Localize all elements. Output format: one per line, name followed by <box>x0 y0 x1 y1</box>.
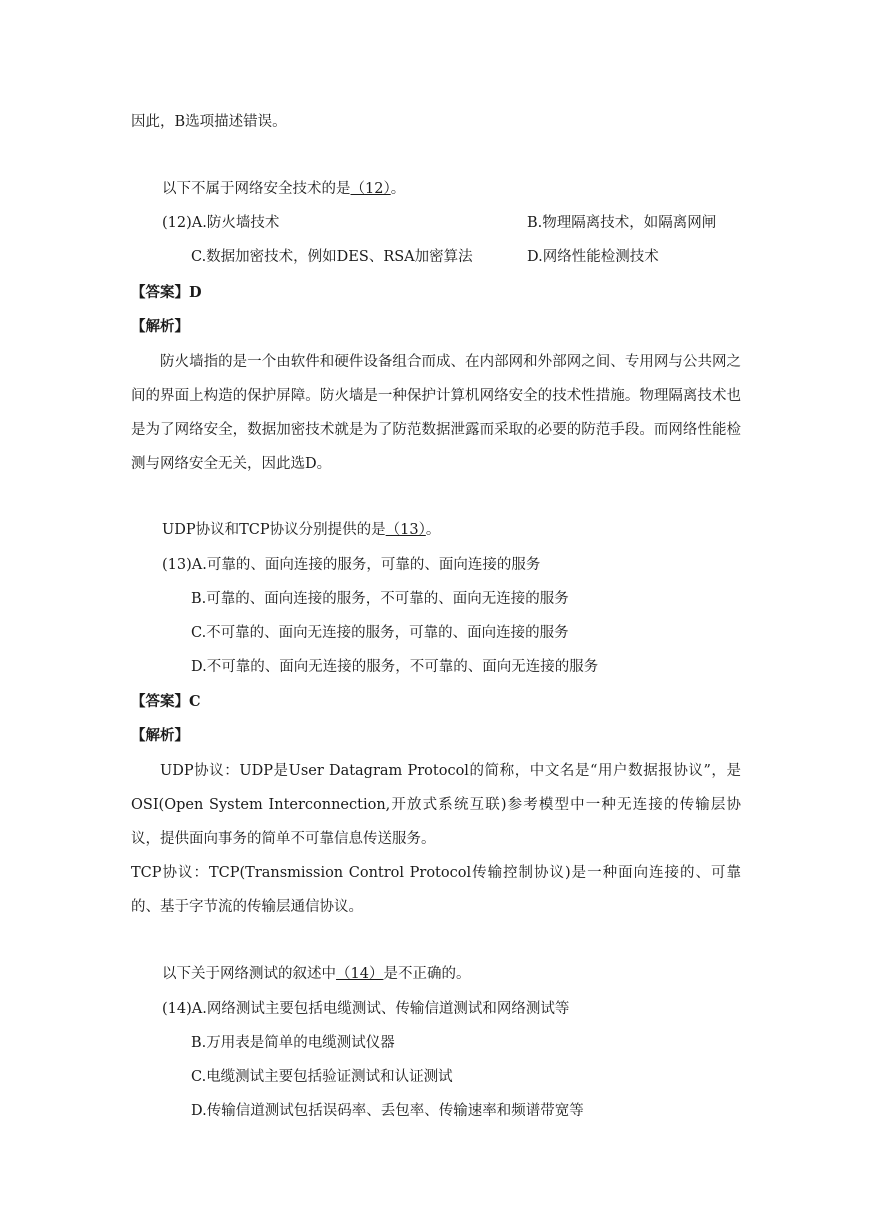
q14-option-c: C.电缆测试主要包括验证测试和认证测试 <box>191 1069 453 1085</box>
q12-option-d: D.网络性能检测技术 <box>527 249 659 265</box>
q12-option-a: (12)A.防火墙技术 <box>162 215 280 231</box>
q13-stem <box>162 522 440 539</box>
q13-analysis-udp: UDP协议：UDP是User Datagram Protocol的简称，中文名是“用户数据报协议”，是OSI(Open System Interconnection,开放式系统互联)参考模型中一种无连接的传输层协议，提供面向事务的简单不可靠信息传送服务。 <box>131 763 741 847</box>
q14-option-b: B.万用表是简单的电缆测试仪器 <box>191 1035 395 1051</box>
q12-analysis-label: 【解析】 <box>131 318 189 335</box>
q14-stem <box>162 966 470 983</box>
q14-option-d: D.传输信道测试包括误码率、丢包率、传输速率和频谱带宽等 <box>191 1103 584 1119</box>
q12-answer-label: 【答案】 <box>131 284 189 301</box>
q14-stem-prefix: 以下关于网络测试的叙述中 <box>162 966 336 982</box>
q14-stem-suffix: 是不正确的。 <box>383 966 471 982</box>
q13-option-c: C.不可靠的、面向无连接的服务，可靠的、面向连接的服务 <box>191 625 569 641</box>
q13-answer-value: C <box>189 693 201 710</box>
q13-analysis-tcp: TCP协议：TCP(Transmission Control Protocol传输控制协议)是一种面向连接的、可靠的、基于字节流的传输层通信协议。 <box>131 865 741 915</box>
q13-stem-suffix: 。 <box>425 522 441 538</box>
previous-conclusion: 因此，B选项描述错误。 <box>131 114 287 130</box>
q12-blank: （12） <box>350 181 391 197</box>
q12-answer <box>131 284 202 301</box>
q13-option-d: D.不可靠的、面向无连接的服务，不可靠的、面向无连接的服务 <box>191 659 599 675</box>
q13-analysis-label: 【解析】 <box>131 727 189 744</box>
q14-option-a: (14)A.网络测试主要包括电缆测试、传输信道测试和网络测试等 <box>162 1001 570 1017</box>
q12-stem-prefix: 以下不属于网络安全技术的是 <box>162 181 351 197</box>
q12-option-b: B.物理隔离技术，如隔离网闸 <box>527 215 717 231</box>
q13-stem-prefix: UDP协议和TCP协议分别提供的是 <box>162 522 386 538</box>
q13-answer <box>131 693 201 710</box>
q12-answer-value: D <box>189 284 202 301</box>
q12-option-c: C.数据加密技术，例如DES、RSA加密算法 <box>191 249 473 265</box>
q14-blank: （14） <box>336 966 384 982</box>
q13-option-a: (13)A.可靠的、面向连接的服务，可靠的、面向连接的服务 <box>162 557 541 573</box>
q13-answer-label: 【答案】 <box>131 693 189 710</box>
q13-option-b: B.可靠的、面向连接的服务，不可靠的、面向无连接的服务 <box>191 591 569 607</box>
q12-stem <box>162 181 405 198</box>
q13-blank: （13） <box>385 522 426 538</box>
q12-analysis-text: 防火墙指的是一个由软件和硬件设备组合而成、在内部网和外部网之间、专用网与公共网之间的界面上构造的保护屏障。防火墙是一种保护计算机网络安全的技术性措施。物理隔离技术也是为了网络安全，数据加密技术就是为了防范数据泄露而采取的必要的防范手段。而网络性能检测与网络安全无关，因此选D。 <box>131 354 741 472</box>
q12-stem-suffix: 。 <box>390 181 406 197</box>
